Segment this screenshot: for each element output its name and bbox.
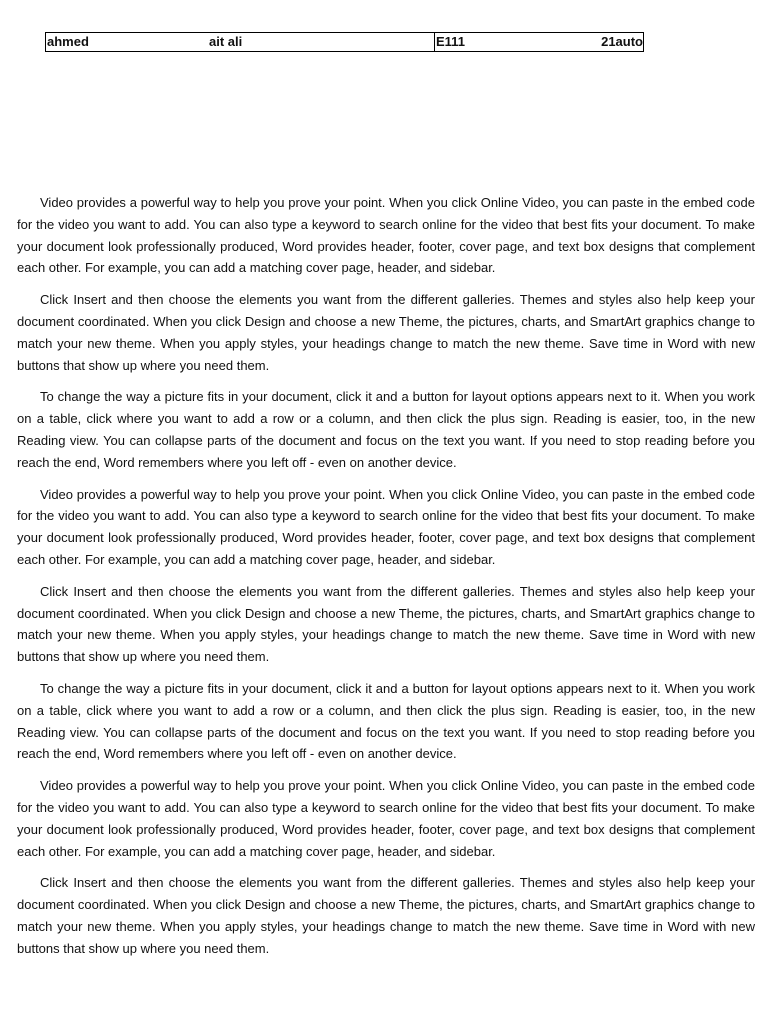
paragraph: Video provides a powerful way to help you prove your point. When you click Online Video, you can paste in the embed code for the video you want to add. You can also type a keyword to search online for the video that best fits your document. To make your document look professionally produced, Word provides header, footer, cover page, and text box designs that complement each other. For example, you can add a matching cover page, header, and sidebar.: [17, 486, 755, 567]
paragraph: Click Insert and then choose the elements you want from the different galleries. Themes and styles also help keep your document coordinated. When you click Design and choose a new Theme, the pictures, charts, and SmartArt graphics change to match your new theme. When you apply styles, your headings change to match the new theme. Save time in Word with new buttons that show up where you need them.: [17, 875, 755, 956]
first-name: ahmed: [47, 34, 89, 49]
last-name: ait ali: [209, 34, 243, 49]
name-cell: [46, 33, 435, 52]
document-body: [17, 192, 755, 970]
class-code: 21auto: [601, 34, 643, 49]
paragraph: Video provides a powerful way to help you prove your point. When you click Online Video, you can paste in the embed code for the video you want to add. You can also type a keyword to search online for the video that best fits your document. To make your document look professionally produced, Word provides header, footer, cover page, and text box designs that complement each other. For example, you can add a matching cover page, header, and sidebar.: [17, 778, 755, 859]
paragraph: To change the way a picture fits in your document, click it and a button for layout options appears next to it. When you work on a table, click where you want to add a row or a column, and then click the plus sign. Reading is easier, too, in the new Reading view. You can collapse parts of the document and focus on the text you want. If you need to stop reading before you reach the end, Word remembers where you left off - even on another device.: [17, 389, 755, 470]
paragraph: Click Insert and then choose the elements you want from the different galleries. Themes and styles also help keep your document coordinated. When you click Design and choose a new Theme, the pictures, charts, and SmartArt graphics change to match your new theme. When you apply styles, your headings change to match the new theme. Save time in Word with new buttons that show up where you need them.: [17, 292, 755, 373]
class-cell-content: [436, 33, 643, 51]
room-code: E111: [436, 34, 465, 49]
paragraph: To change the way a picture fits in your document, click it and a button for layout options appears next to it. When you work on a table, click where you want to add a row or a column, and then click the plus sign. Reading is easier, too, in the new Reading view. You can collapse parts of the document and focus on the text you want. If you need to stop reading before you reach the end, Word remembers where you left off - even on another device.: [17, 680, 755, 762]
student-info-table: [45, 32, 644, 52]
paragraph: Click Insert and then choose the elements you want from the different galleries. Themes and styles also help keep your document coordinated. When you click Design and choose a new Theme, the pictures, charts, and SmartArt graphics change to match your new theme. When you apply styles, your headings change to match the new theme. Save time in Word with new buttons that show up where you need them.: [17, 583, 755, 665]
class-cell: [435, 33, 644, 52]
paragraph: Video provides a powerful way to help you prove your point. When you click Online Video, you can paste in the embed code for the video you want to add. You can also type a keyword to search online for the video that best fits your document. To make your document look professionally produced, Word provides header, footer, cover page, and text box designs that complement each other. For example, you can add a matching cover page, header, and sidebar.: [17, 195, 755, 276]
student-info-row: [46, 33, 644, 52]
